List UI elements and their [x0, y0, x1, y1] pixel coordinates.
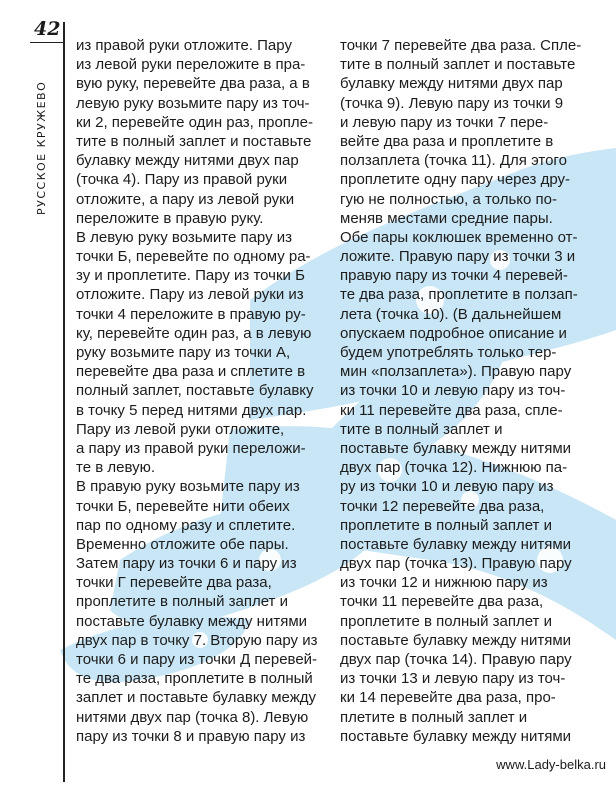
text-line: точки 11 перевейте два раза,: [340, 593, 544, 611]
text-line: ки 2, перевейте один раз, пропле-: [76, 113, 314, 131]
text-line: (точка 4). Пару из правой руки: [76, 171, 288, 189]
text-line: Обе пары коклюшек временно от-: [340, 228, 578, 246]
text-line: точки 12 перевейте два раза,: [340, 497, 545, 515]
text-line: будем употреблять только тер-: [340, 344, 557, 361]
text-line: перевейте два раза и сплетите в: [76, 363, 306, 381]
text-line: точки 6 и пару из точки Д перевей-: [76, 651, 318, 668]
text-line: опускаем подробное описание и: [340, 324, 567, 342]
text-line: заплет и поставьте булавку между: [76, 689, 317, 707]
text-line: меняв местами средние пары.: [340, 209, 553, 227]
running-head: [28, 55, 56, 215]
text-line: переложите в правую руку.: [76, 209, 264, 227]
text-line: двух пар в точку 7. Вторую пару из: [76, 631, 318, 649]
text-line: поставьте булавку между нитями: [340, 727, 572, 745]
text-line: поставьте булавку между нитями: [76, 612, 308, 630]
margin-rule: [63, 22, 65, 782]
text-line: вейте два раза и проплетите в: [340, 132, 554, 150]
text-line: ползаплета (точка 11). Для этого: [340, 152, 567, 170]
text-line: Временно отложите обе пары.: [76, 535, 289, 553]
text-line: полный заплет, поставьте булавку: [76, 382, 314, 400]
text-line: точки Б, перевейте нити обеих: [76, 497, 290, 515]
text-line: пар по одному разу и сплетите.: [76, 516, 296, 534]
text-line: из правой руки отложите. Пару: [76, 37, 292, 54]
text-line: В правую руку возьмите пару из: [76, 478, 300, 496]
text-line: нитями двух пар (точка 8). Левую: [76, 708, 309, 726]
text-line: вую руку, перевейте два раза, а в: [76, 75, 310, 93]
text-line: булавку между нитями двух пар: [340, 75, 563, 93]
text-line: проплетите одну пару через дру-: [340, 171, 570, 189]
text-line: и левую пару из точки 7 пере-: [340, 113, 549, 131]
text-line: В левую руку возьмите пару из: [76, 228, 293, 246]
text-line: те в левую.: [76, 459, 155, 477]
text-line: отложите. Пару из левой руки из: [76, 286, 304, 304]
header-rule: [30, 42, 63, 43]
text-column-left: [76, 36, 331, 746]
text-line: тите в полный заплет и поставьте: [340, 56, 576, 74]
text-line: из точки 10 и левую пару из точ-: [340, 382, 566, 400]
text-line: ки 11 перевейте два раза, спле-: [340, 401, 563, 419]
text-line: мин «ползаплета»). Правую пару: [340, 363, 572, 381]
text-line: двух пар (точка 14). Правую пару: [340, 651, 572, 668]
text-line: гую не полностью, а только по-: [340, 190, 557, 208]
text-line: точки 4 переложите в правую ру-: [76, 305, 306, 323]
text-line: лета (точка 10). (В дальнейшем: [340, 305, 562, 323]
text-line: из точки 13 и левую пару из точ-: [340, 670, 566, 688]
text-line: плетите в полный заплет и: [340, 708, 528, 726]
text-line: из точки 12 и нижнюю пару из: [340, 574, 548, 592]
text-line: те два раза, проплетите в полный: [76, 670, 313, 688]
text-line: зу и проплетите. Пару из точки Б: [76, 267, 305, 285]
text-line: тите в полный заплет и поставьте: [76, 132, 312, 150]
text-line: ку, перевейте один раз, а в левую: [76, 324, 312, 342]
text-line: отложите, а пару из левой руки: [76, 190, 295, 208]
text-line: тите в полный заплет и: [340, 420, 503, 438]
page-number: 42: [34, 18, 61, 40]
text-line: точки 7 перевейте два раза. Спле-: [340, 37, 582, 54]
footer-url: www.Lady-belka.ru: [496, 757, 606, 772]
text-line: проплетите в полный заплет и: [340, 612, 552, 630]
text-line: Пару из левой руки отложите,: [76, 420, 285, 438]
text-line: поставьте булавку между нитями: [340, 631, 572, 649]
text-line: точки Г перевейте два раза,: [76, 574, 272, 592]
text-line: а пару из правой руки переложи-: [76, 439, 306, 457]
text-line: пару из точки 8 и правую пару из: [76, 727, 306, 745]
text-line: ки 14 перевейте два раза, про-: [340, 689, 556, 707]
text-line: правую пару из точки 4 перевей-: [340, 267, 568, 285]
text-line: ру из точки 10 и левую пару из: [340, 478, 554, 496]
text-line: поставьте булавку между нитями: [340, 535, 572, 553]
running-head-text: РУССКОЕ КРУЖЕВО: [35, 80, 48, 215]
text-line: (точка 9). Левую пару из точки 9: [340, 94, 564, 112]
text-line: точки Б, перевейте по одному ра-: [76, 248, 311, 266]
text-line: те два раза, проплетите в ползап-: [340, 286, 578, 304]
text-line: проплетите в полный заплет и: [340, 516, 552, 534]
text-line: из левой руки переложите в пра-: [76, 56, 306, 74]
text-line: Затем пару из точки 6 и пару из: [76, 555, 297, 573]
text-line: двух пар (точка 13). Правую пару: [340, 555, 572, 573]
text-line: булавку между нитями двух пар: [76, 152, 299, 170]
text-line: поставьте булавку между нитями: [340, 439, 572, 457]
text-line: левую руку возьмите пару из точ-: [76, 94, 310, 112]
text-line: ложите. Правую пару из точки 3 и: [340, 248, 576, 266]
text-line: руку возьмите пару из точки А,: [76, 344, 291, 361]
text-line: в точку 5 перед нитями двух пар.: [76, 401, 307, 419]
text-line: двух пар (точка 12). Нижнюю па-: [340, 459, 568, 477]
text-line: проплетите в полный заплет и: [76, 593, 288, 611]
text-column-right: [340, 36, 602, 746]
